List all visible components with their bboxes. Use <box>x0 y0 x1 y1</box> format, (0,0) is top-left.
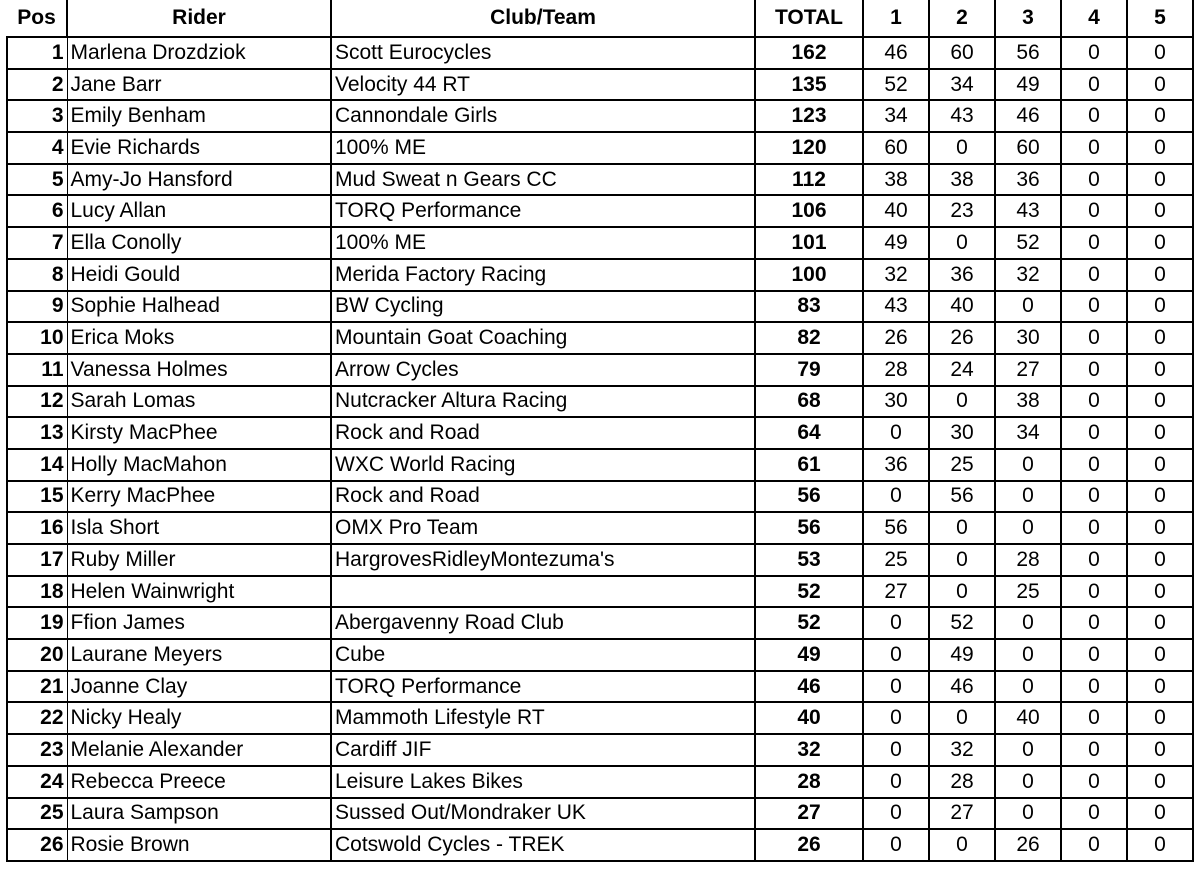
round-1-points-cell: 43 <box>863 291 929 323</box>
total-points-cell: 106 <box>755 195 863 227</box>
round-2-points-cell: 34 <box>929 69 995 101</box>
club-team-cell: Rock and Road <box>331 417 755 449</box>
round-4-points-cell: 0 <box>1061 798 1127 830</box>
rider-name-cell: Heidi Gould <box>67 259 331 291</box>
table-row <box>7 544 1193 576</box>
round-1-points-cell: 25 <box>863 544 929 576</box>
position-cell: 21 <box>7 671 67 703</box>
position-cell: 17 <box>7 544 67 576</box>
total-points-cell: 101 <box>755 227 863 259</box>
round-5-points-cell: 0 <box>1127 291 1193 323</box>
round-3-points-cell: 0 <box>995 766 1061 798</box>
position-cell: 25 <box>7 798 67 830</box>
round-2-points-cell: 0 <box>929 829 995 861</box>
total-points-cell: 56 <box>755 481 863 513</box>
round-4-points-cell: 0 <box>1061 734 1127 766</box>
header-row <box>7 0 1193 37</box>
rider-name-cell: Melanie Alexander <box>67 734 331 766</box>
club-team-cell: Nutcracker Altura Racing <box>331 386 755 418</box>
standings-body <box>7 37 1193 861</box>
round-2-points-cell: 56 <box>929 481 995 513</box>
round-1-points-cell: 52 <box>863 69 929 101</box>
total-points-cell: 68 <box>755 386 863 418</box>
round-1-points-cell: 0 <box>863 734 929 766</box>
round-5-points-cell: 0 <box>1127 481 1193 513</box>
round-3-points-cell: 0 <box>995 639 1061 671</box>
round-2-points-cell: 49 <box>929 639 995 671</box>
round-1-points-cell: 0 <box>863 607 929 639</box>
round-3-points-cell: 60 <box>995 132 1061 164</box>
round-1-points-cell: 36 <box>863 449 929 481</box>
header-rider: Rider <box>67 0 331 37</box>
round-1-points-cell: 0 <box>863 702 929 734</box>
rider-name-cell: Joanne Clay <box>67 671 331 703</box>
round-4-points-cell: 0 <box>1061 639 1127 671</box>
total-points-cell: 40 <box>755 702 863 734</box>
round-2-points-cell: 0 <box>929 702 995 734</box>
header-round-1: 1 <box>863 0 929 37</box>
round-2-points-cell: 26 <box>929 322 995 354</box>
rider-name-cell: Holly MacMahon <box>67 449 331 481</box>
round-2-points-cell: 25 <box>929 449 995 481</box>
round-3-points-cell: 0 <box>995 291 1061 323</box>
table-row <box>7 576 1193 608</box>
rider-name-cell: Emily Benham <box>67 100 331 132</box>
club-team-cell: Rock and Road <box>331 481 755 513</box>
round-5-points-cell: 0 <box>1127 639 1193 671</box>
round-3-points-cell: 34 <box>995 417 1061 449</box>
round-2-points-cell: 38 <box>929 164 995 196</box>
rider-name-cell: Ella Conolly <box>67 227 331 259</box>
round-3-points-cell: 0 <box>995 734 1061 766</box>
round-1-points-cell: 0 <box>863 829 929 861</box>
position-cell: 12 <box>7 386 67 418</box>
rider-name-cell: Rosie Brown <box>67 829 331 861</box>
round-1-points-cell: 32 <box>863 259 929 291</box>
round-2-points-cell: 27 <box>929 798 995 830</box>
table-row <box>7 449 1193 481</box>
table-row <box>7 386 1193 418</box>
round-4-points-cell: 0 <box>1061 37 1127 69</box>
round-2-points-cell: 60 <box>929 37 995 69</box>
round-3-points-cell: 52 <box>995 227 1061 259</box>
round-5-points-cell: 0 <box>1127 544 1193 576</box>
round-3-points-cell: 46 <box>995 100 1061 132</box>
position-cell: 16 <box>7 512 67 544</box>
round-1-points-cell: 28 <box>863 354 929 386</box>
round-3-points-cell: 0 <box>995 671 1061 703</box>
table-row <box>7 481 1193 513</box>
position-cell: 8 <box>7 259 67 291</box>
position-cell: 19 <box>7 607 67 639</box>
round-1-points-cell: 38 <box>863 164 929 196</box>
round-2-points-cell: 46 <box>929 671 995 703</box>
round-3-points-cell: 56 <box>995 37 1061 69</box>
header-round-2: 2 <box>929 0 995 37</box>
round-2-points-cell: 32 <box>929 734 995 766</box>
total-points-cell: 79 <box>755 354 863 386</box>
rider-name-cell: Isla Short <box>67 512 331 544</box>
round-2-points-cell: 0 <box>929 512 995 544</box>
round-4-points-cell: 0 <box>1061 100 1127 132</box>
table-row <box>7 512 1193 544</box>
round-5-points-cell: 0 <box>1127 829 1193 861</box>
table-row <box>7 227 1193 259</box>
position-cell: 22 <box>7 702 67 734</box>
total-points-cell: 52 <box>755 576 863 608</box>
club-team-cell: Merida Factory Racing <box>331 259 755 291</box>
round-5-points-cell: 0 <box>1127 386 1193 418</box>
round-5-points-cell: 0 <box>1127 259 1193 291</box>
total-points-cell: 26 <box>755 829 863 861</box>
position-cell: 26 <box>7 829 67 861</box>
table-row <box>7 100 1193 132</box>
round-5-points-cell: 0 <box>1127 417 1193 449</box>
round-4-points-cell: 0 <box>1061 576 1127 608</box>
round-2-points-cell: 0 <box>929 576 995 608</box>
round-4-points-cell: 0 <box>1061 829 1127 861</box>
position-cell: 5 <box>7 164 67 196</box>
round-4-points-cell: 0 <box>1061 417 1127 449</box>
round-5-points-cell: 0 <box>1127 449 1193 481</box>
round-5-points-cell: 0 <box>1127 164 1193 196</box>
rider-name-cell: Lucy Allan <box>67 195 331 227</box>
round-5-points-cell: 0 <box>1127 766 1193 798</box>
table-row <box>7 354 1193 386</box>
club-team-cell: BW Cycling <box>331 291 755 323</box>
table-row <box>7 132 1193 164</box>
round-3-points-cell: 27 <box>995 354 1061 386</box>
round-3-points-cell: 38 <box>995 386 1061 418</box>
header-pos: Pos <box>7 0 67 37</box>
round-5-points-cell: 0 <box>1127 734 1193 766</box>
total-points-cell: 64 <box>755 417 863 449</box>
rider-name-cell: Ruby Miller <box>67 544 331 576</box>
round-1-points-cell: 40 <box>863 195 929 227</box>
position-cell: 13 <box>7 417 67 449</box>
round-4-points-cell: 0 <box>1061 195 1127 227</box>
round-4-points-cell: 0 <box>1061 69 1127 101</box>
club-team-cell: Cannondale Girls <box>331 100 755 132</box>
round-3-points-cell: 0 <box>995 512 1061 544</box>
position-cell: 14 <box>7 449 67 481</box>
round-3-points-cell: 25 <box>995 576 1061 608</box>
table-row <box>7 798 1193 830</box>
round-4-points-cell: 0 <box>1061 259 1127 291</box>
total-points-cell: 27 <box>755 798 863 830</box>
round-5-points-cell: 0 <box>1127 798 1193 830</box>
rider-name-cell: Evie Richards <box>67 132 331 164</box>
total-points-cell: 49 <box>755 639 863 671</box>
header-club: Club/Team <box>331 0 755 37</box>
rider-name-cell: Marlena Drozdziok <box>67 37 331 69</box>
position-cell: 23 <box>7 734 67 766</box>
round-1-points-cell: 26 <box>863 322 929 354</box>
table-row <box>7 291 1193 323</box>
round-2-points-cell: 28 <box>929 766 995 798</box>
round-5-points-cell: 0 <box>1127 512 1193 544</box>
standings-table <box>6 0 1194 862</box>
total-points-cell: 32 <box>755 734 863 766</box>
club-team-cell: Leisure Lakes Bikes <box>331 766 755 798</box>
club-team-cell: 100% ME <box>331 227 755 259</box>
round-2-points-cell: 36 <box>929 259 995 291</box>
club-team-cell: OMX Pro Team <box>331 512 755 544</box>
round-4-points-cell: 0 <box>1061 354 1127 386</box>
club-team-cell: Mammoth Lifestyle RT <box>331 702 755 734</box>
round-1-points-cell: 34 <box>863 100 929 132</box>
position-cell: 1 <box>7 37 67 69</box>
round-5-points-cell: 0 <box>1127 227 1193 259</box>
round-1-points-cell: 46 <box>863 37 929 69</box>
round-5-points-cell: 0 <box>1127 607 1193 639</box>
round-2-points-cell: 23 <box>929 195 995 227</box>
round-4-points-cell: 0 <box>1061 702 1127 734</box>
rider-name-cell: Laurane Meyers <box>67 639 331 671</box>
round-3-points-cell: 26 <box>995 829 1061 861</box>
round-3-points-cell: 40 <box>995 702 1061 734</box>
position-cell: 20 <box>7 639 67 671</box>
rider-name-cell: Ffion James <box>67 607 331 639</box>
round-1-points-cell: 60 <box>863 132 929 164</box>
total-points-cell: 100 <box>755 259 863 291</box>
club-team-cell: Velocity 44 RT <box>331 69 755 101</box>
total-points-cell: 52 <box>755 607 863 639</box>
round-3-points-cell: 28 <box>995 544 1061 576</box>
table-row <box>7 639 1193 671</box>
total-points-cell: 162 <box>755 37 863 69</box>
round-3-points-cell: 32 <box>995 259 1061 291</box>
round-4-points-cell: 0 <box>1061 164 1127 196</box>
table-row <box>7 766 1193 798</box>
club-team-cell: Cube <box>331 639 755 671</box>
total-points-cell: 83 <box>755 291 863 323</box>
total-points-cell: 135 <box>755 69 863 101</box>
round-1-points-cell: 30 <box>863 386 929 418</box>
round-3-points-cell: 30 <box>995 322 1061 354</box>
total-points-cell: 123 <box>755 100 863 132</box>
club-team-cell: Mountain Goat Coaching <box>331 322 755 354</box>
position-cell: 24 <box>7 766 67 798</box>
rider-name-cell: Sarah Lomas <box>67 386 331 418</box>
table-row <box>7 734 1193 766</box>
table-row <box>7 607 1193 639</box>
table-row <box>7 417 1193 449</box>
table-row <box>7 195 1193 227</box>
round-1-points-cell: 27 <box>863 576 929 608</box>
total-points-cell: 82 <box>755 322 863 354</box>
table-row <box>7 259 1193 291</box>
club-team-cell: TORQ Performance <box>331 671 755 703</box>
club-team-cell: Cotswold Cycles - TREK <box>331 829 755 861</box>
club-team-cell: WXC World Racing <box>331 449 755 481</box>
total-points-cell: 56 <box>755 512 863 544</box>
round-4-points-cell: 0 <box>1061 766 1127 798</box>
round-1-points-cell: 56 <box>863 512 929 544</box>
round-4-points-cell: 0 <box>1061 512 1127 544</box>
club-team-cell: Scott Eurocycles <box>331 37 755 69</box>
position-cell: 10 <box>7 322 67 354</box>
header-round-3: 3 <box>995 0 1061 37</box>
table-row <box>7 164 1193 196</box>
round-5-points-cell: 0 <box>1127 354 1193 386</box>
position-cell: 18 <box>7 576 67 608</box>
round-3-points-cell: 49 <box>995 69 1061 101</box>
rider-name-cell: Jane Barr <box>67 69 331 101</box>
round-1-points-cell: 0 <box>863 766 929 798</box>
rider-name-cell: Sophie Halhead <box>67 291 331 323</box>
rider-name-cell: Amy-Jo Hansford <box>67 164 331 196</box>
round-5-points-cell: 0 <box>1127 195 1193 227</box>
round-4-points-cell: 0 <box>1061 227 1127 259</box>
club-team-cell <box>331 576 755 608</box>
club-team-cell: Sussed Out/Mondraker UK <box>331 798 755 830</box>
position-cell: 6 <box>7 195 67 227</box>
round-2-points-cell: 0 <box>929 227 995 259</box>
position-cell: 11 <box>7 354 67 386</box>
position-cell: 2 <box>7 69 67 101</box>
table-row <box>7 671 1193 703</box>
round-2-points-cell: 0 <box>929 132 995 164</box>
club-team-cell: Abergavenny Road Club <box>331 607 755 639</box>
round-2-points-cell: 40 <box>929 291 995 323</box>
round-2-points-cell: 43 <box>929 100 995 132</box>
table-row <box>7 322 1193 354</box>
rider-name-cell: Erica Moks <box>67 322 331 354</box>
total-points-cell: 112 <box>755 164 863 196</box>
position-cell: 7 <box>7 227 67 259</box>
round-3-points-cell: 0 <box>995 607 1061 639</box>
round-2-points-cell: 24 <box>929 354 995 386</box>
round-5-points-cell: 0 <box>1127 37 1193 69</box>
header-total: TOTAL <box>755 0 863 37</box>
header-round-4: 4 <box>1061 0 1127 37</box>
position-cell: 3 <box>7 100 67 132</box>
round-4-points-cell: 0 <box>1061 322 1127 354</box>
rider-name-cell: Kirsty MacPhee <box>67 417 331 449</box>
round-2-points-cell: 0 <box>929 386 995 418</box>
round-1-points-cell: 0 <box>863 417 929 449</box>
round-5-points-cell: 0 <box>1127 132 1193 164</box>
round-5-points-cell: 0 <box>1127 69 1193 101</box>
total-points-cell: 46 <box>755 671 863 703</box>
round-5-points-cell: 0 <box>1127 100 1193 132</box>
round-1-points-cell: 0 <box>863 481 929 513</box>
table-row <box>7 37 1193 69</box>
rider-name-cell: Rebecca Preece <box>67 766 331 798</box>
round-4-points-cell: 0 <box>1061 544 1127 576</box>
round-5-points-cell: 0 <box>1127 671 1193 703</box>
round-4-points-cell: 0 <box>1061 132 1127 164</box>
club-team-cell: HargrovesRidleyMontezuma's <box>331 544 755 576</box>
round-5-points-cell: 0 <box>1127 322 1193 354</box>
round-2-points-cell: 0 <box>929 544 995 576</box>
club-team-cell: Arrow Cycles <box>331 354 755 386</box>
total-points-cell: 28 <box>755 766 863 798</box>
table-row <box>7 69 1193 101</box>
total-points-cell: 120 <box>755 132 863 164</box>
round-3-points-cell: 0 <box>995 449 1061 481</box>
round-4-points-cell: 0 <box>1061 671 1127 703</box>
round-1-points-cell: 0 <box>863 671 929 703</box>
round-4-points-cell: 0 <box>1061 481 1127 513</box>
round-2-points-cell: 52 <box>929 607 995 639</box>
round-4-points-cell: 0 <box>1061 607 1127 639</box>
round-1-points-cell: 0 <box>863 798 929 830</box>
club-team-cell: 100% ME <box>331 132 755 164</box>
round-5-points-cell: 0 <box>1127 576 1193 608</box>
round-4-points-cell: 0 <box>1061 291 1127 323</box>
round-2-points-cell: 30 <box>929 417 995 449</box>
club-team-cell: Mud Sweat n Gears CC <box>331 164 755 196</box>
standings-sheet <box>6 0 1194 862</box>
round-3-points-cell: 36 <box>995 164 1061 196</box>
round-1-points-cell: 0 <box>863 639 929 671</box>
round-5-points-cell: 0 <box>1127 702 1193 734</box>
club-team-cell: Cardiff JIF <box>331 734 755 766</box>
header-round-5: 5 <box>1127 0 1193 37</box>
rider-name-cell: Kerry MacPhee <box>67 481 331 513</box>
total-points-cell: 61 <box>755 449 863 481</box>
round-4-points-cell: 0 <box>1061 386 1127 418</box>
position-cell: 15 <box>7 481 67 513</box>
rider-name-cell: Helen Wainwright <box>67 576 331 608</box>
rider-name-cell: Laura Sampson <box>67 798 331 830</box>
position-cell: 9 <box>7 291 67 323</box>
club-team-cell: TORQ Performance <box>331 195 755 227</box>
table-row <box>7 702 1193 734</box>
round-4-points-cell: 0 <box>1061 449 1127 481</box>
round-1-points-cell: 49 <box>863 227 929 259</box>
total-points-cell: 53 <box>755 544 863 576</box>
round-3-points-cell: 0 <box>995 798 1061 830</box>
rider-name-cell: Vanessa Holmes <box>67 354 331 386</box>
round-3-points-cell: 0 <box>995 481 1061 513</box>
round-3-points-cell: 43 <box>995 195 1061 227</box>
rider-name-cell: Nicky Healy <box>67 702 331 734</box>
position-cell: 4 <box>7 132 67 164</box>
table-row <box>7 829 1193 861</box>
